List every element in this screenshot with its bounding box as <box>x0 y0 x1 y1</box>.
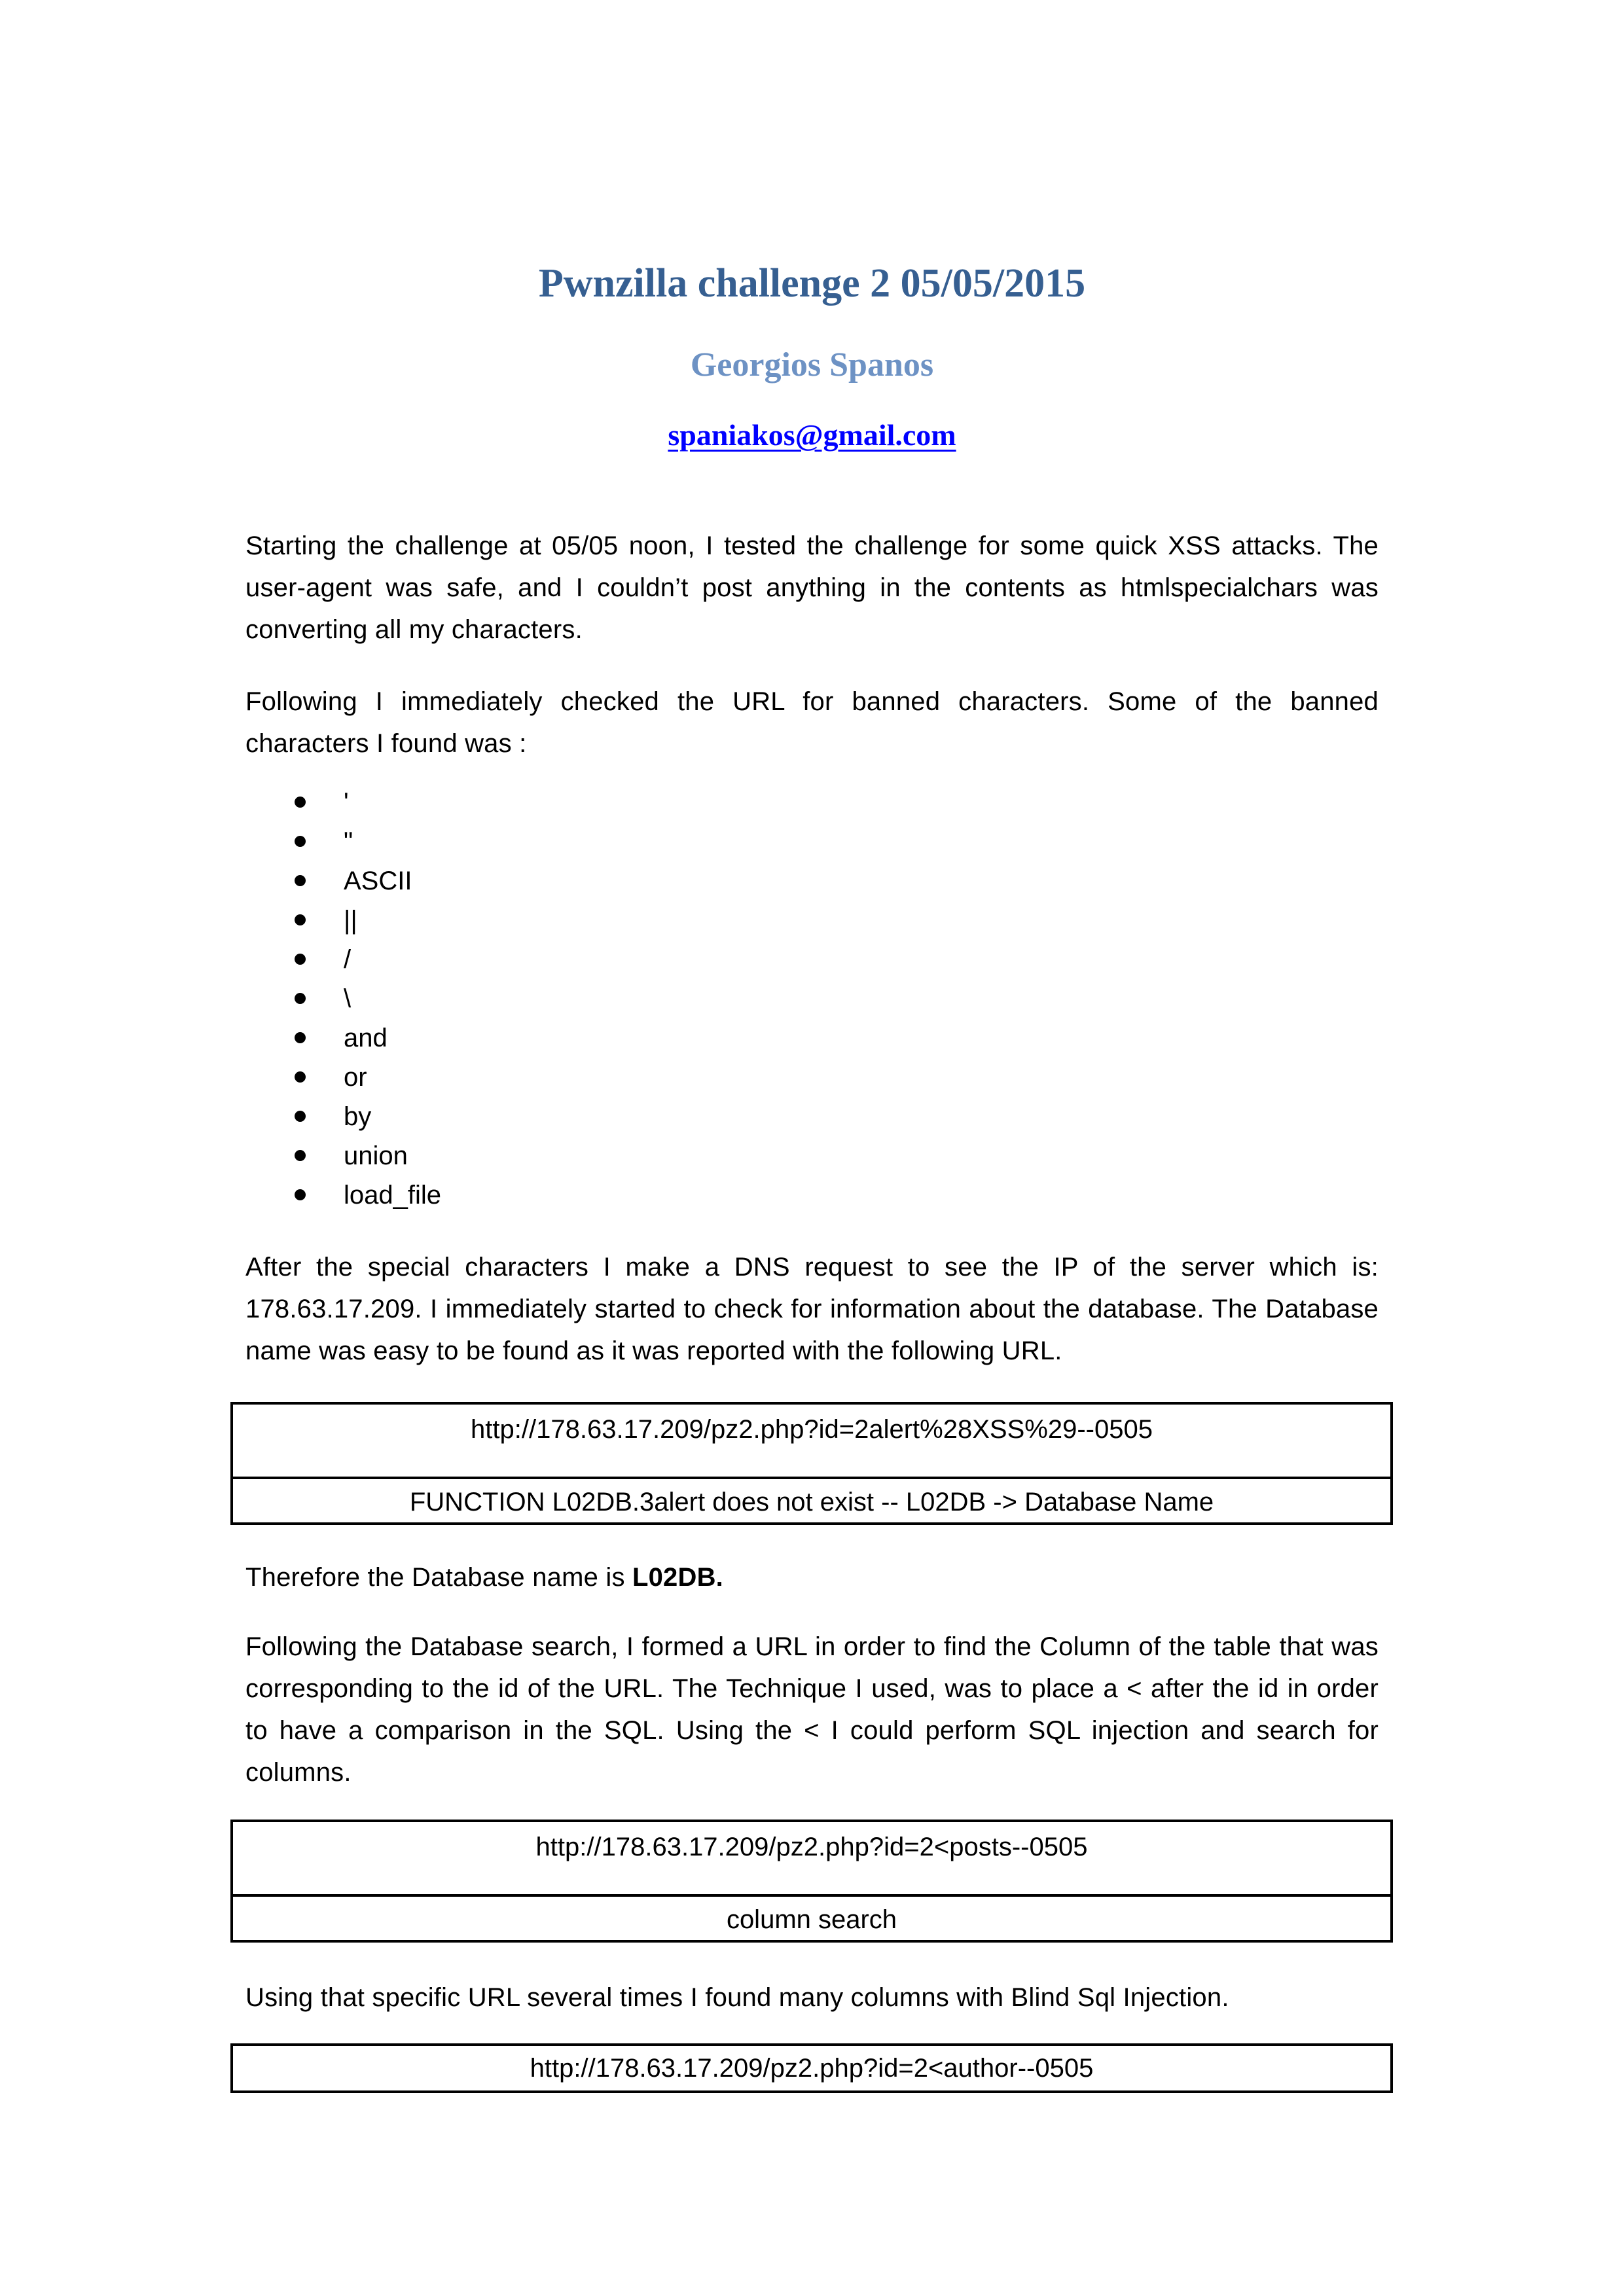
database-name-bold: L02DB. <box>632 1563 723 1592</box>
paragraph-dns-request: After the special characters I make a DNS request to see the IP of the server which is: 178.63.17.209. I immediately started to check for information about the database. The Database name was easy to be found as it was reported with the following URL. <box>245 1253 1379 1365</box>
therefore-text: Therefore the Database name is <box>245 1563 632 1592</box>
bullet-icon <box>295 954 306 965</box>
list-item <box>245 861 1379 901</box>
bullet-icon <box>295 1150 306 1161</box>
list-item <box>245 783 1379 822</box>
list-item-label: by <box>344 1102 372 1131</box>
bullet-icon <box>295 1071 306 1083</box>
paragraph-database-name <box>245 1556 1379 1598</box>
list-item-label: load_file <box>344 1181 442 1210</box>
paragraph-intro: Starting the challenge at 05/05 noon, I tested the challenge for some quick XSS attacks. The user-agent was safe, and I couldn’t post anything in the contents as htmlspecialchars was converting all my characters. <box>245 531 1379 644</box>
paragraph-blind-sqli: Using that specific URL several times I found many columns with Blind Sql Injection. <box>245 1983 1229 2012</box>
list-item-label: " <box>344 827 353 856</box>
url-result-table-1 <box>230 1402 1393 1525</box>
list-item <box>245 1136 1379 1175</box>
paragraph-banned-chars-intro: Following I immediately checked the URL for banned characters. Some of the banned characters I found was : <box>245 687 1379 758</box>
paragraph-column-search: Following the Database search, I formed a URL in order to find the Column of the table that was corresponding to the id of the URL. The Technique I used, was to place a < after the id in order to have a comparison in the SQL. Using the < I could perform SQL injection and search for columns. <box>245 1632 1379 1787</box>
url-result-table-2 <box>230 1820 1393 1943</box>
bullet-icon <box>295 1189 306 1200</box>
list-item-label: \ <box>344 984 352 1013</box>
list-item-label: and <box>344 1024 388 1052</box>
banned-characters-list <box>245 783 1379 1215</box>
table-url-cell: http://178.63.17.209/pz2.php?id=2<posts--0505 <box>535 1833 1088 1861</box>
list-item <box>245 1018 1379 1058</box>
bullet-icon <box>295 1032 306 1043</box>
bullet-icon <box>295 914 306 925</box>
list-item <box>245 1175 1379 1215</box>
list-item <box>245 979 1379 1018</box>
list-item-label: ASCII <box>344 867 412 895</box>
bullet-icon <box>295 875 306 886</box>
list-item <box>245 822 1379 861</box>
list-item-label: ' <box>344 788 349 817</box>
list-item-label: union <box>344 1141 408 1170</box>
bullet-icon <box>295 836 306 847</box>
email-line <box>0 418 1624 452</box>
list-item <box>245 901 1379 940</box>
list-item <box>245 1097 1379 1136</box>
table-url-cell: http://178.63.17.209/pz2.php?id=2<author--0505 <box>530 2054 1094 2083</box>
list-item-label: / <box>344 945 352 974</box>
bullet-icon <box>295 993 306 1004</box>
list-item <box>245 940 1379 979</box>
bullet-icon <box>295 797 306 808</box>
email-link[interactable]: spaniakos@gmail.com <box>668 418 956 452</box>
table-url-cell: http://178.63.17.209/pz2.php?id=2alert%28XSS%29--0505 <box>471 1415 1153 1444</box>
table-result-cell: column search <box>233 1894 1390 1940</box>
bullet-icon <box>295 1111 306 1122</box>
list-item <box>245 1058 1379 1097</box>
list-item-label: or <box>344 1063 367 1092</box>
table-result-cell: FUNCTION L02DB.3alert does not exist -- L02DB -> Database Name <box>233 1477 1390 1522</box>
page-title: Pwnzilla challenge 2 05/05/2015 <box>538 261 1086 306</box>
list-item-label: || <box>344 906 357 935</box>
author-name: Georgios Spanos <box>690 346 934 384</box>
url-table-3 <box>230 2043 1393 2093</box>
